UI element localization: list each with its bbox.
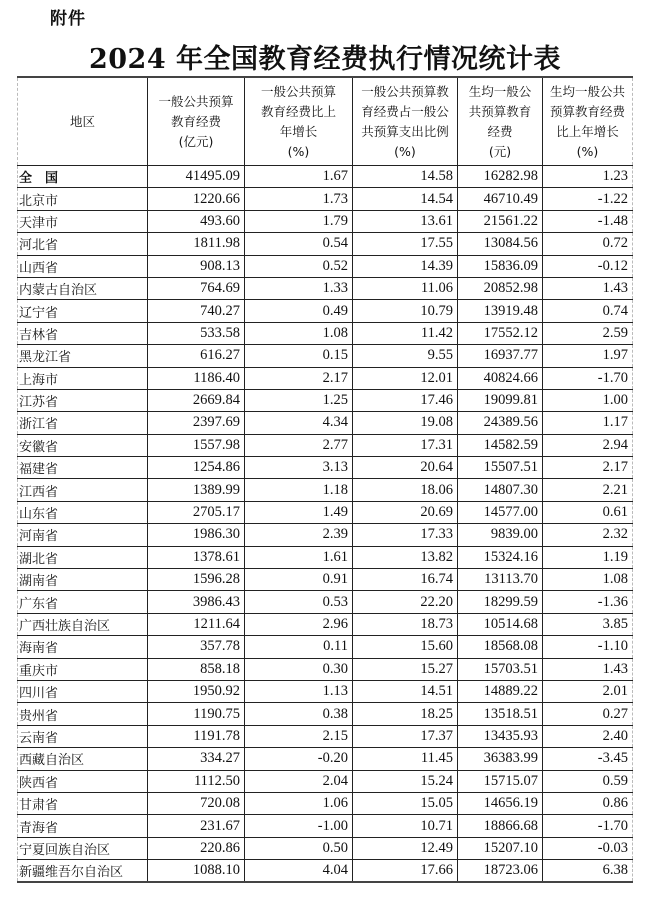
value-cell-budget-share: 14.54 bbox=[353, 188, 458, 210]
value-cell-budget-growth: 1.13 bbox=[245, 680, 353, 702]
value-cell-budget-share: 10.71 bbox=[353, 815, 458, 837]
region-cell: 辽宁省 bbox=[18, 300, 148, 322]
value-cell-budget-edu-funding: 764.69 bbox=[148, 277, 245, 299]
value-cell-budget-growth: 2.77 bbox=[245, 434, 353, 456]
table-body bbox=[18, 166, 633, 883]
value-cell-per-student-funding: 19099.81 bbox=[458, 389, 543, 411]
table-header bbox=[18, 77, 633, 166]
column-header-line: (元) bbox=[488, 143, 512, 159]
value-cell-budget-growth: 1.73 bbox=[245, 188, 353, 210]
attachment-label: 附件 bbox=[50, 9, 86, 29]
value-cell-budget-edu-funding: 357.78 bbox=[148, 636, 245, 658]
value-cell-budget-edu-funding: 1220.66 bbox=[148, 188, 245, 210]
header-row bbox=[18, 77, 633, 166]
value-cell-per-student-funding: 20852.98 bbox=[458, 277, 543, 299]
table-row bbox=[18, 501, 633, 523]
table-row bbox=[18, 412, 633, 434]
value-cell-budget-growth: 0.11 bbox=[245, 636, 353, 658]
value-cell-budget-share: 11.45 bbox=[353, 748, 458, 770]
value-cell-per-student-funding: 13435.93 bbox=[458, 725, 543, 747]
page-title: 2024 年全国教育经费执行情况统计表 bbox=[88, 44, 562, 75]
value-cell-budget-share: 18.06 bbox=[353, 479, 458, 501]
value-cell-budget-share: 13.61 bbox=[353, 210, 458, 232]
column-header-budget-growth bbox=[245, 77, 353, 166]
table-row bbox=[18, 703, 633, 725]
value-cell-per-student-funding: 18299.59 bbox=[458, 591, 543, 613]
column-header-line: 共预算支出比例 bbox=[361, 123, 449, 139]
value-cell-budget-share: 15.27 bbox=[353, 658, 458, 680]
table-row bbox=[18, 636, 633, 658]
region-cell: 海南省 bbox=[18, 636, 148, 658]
value-cell-budget-share: 18.25 bbox=[353, 703, 458, 725]
value-cell-budget-edu-funding: 533.58 bbox=[148, 322, 245, 344]
value-cell-budget-growth: 2.15 bbox=[245, 725, 353, 747]
value-cell-budget-share: 17.33 bbox=[353, 524, 458, 546]
value-cell-per-student-growth: -0.03 bbox=[543, 837, 633, 859]
column-header-per-student-growth bbox=[543, 77, 633, 166]
column-header-line: (%) bbox=[287, 143, 310, 159]
region-cell: 贵州省 bbox=[18, 703, 148, 725]
value-cell-budget-edu-funding: 1088.10 bbox=[148, 860, 245, 882]
value-cell-budget-edu-funding: 1811.98 bbox=[148, 233, 245, 255]
value-cell-budget-edu-funding: 720.08 bbox=[148, 792, 245, 814]
value-cell-budget-growth: 0.52 bbox=[245, 255, 353, 277]
column-header-line: (亿元) bbox=[178, 133, 214, 149]
value-cell-per-student-growth: -1.22 bbox=[543, 188, 633, 210]
value-cell-per-student-funding: 13084.56 bbox=[458, 233, 543, 255]
region-cell: 甘肃省 bbox=[18, 792, 148, 814]
value-cell-budget-share: 10.79 bbox=[353, 300, 458, 322]
region-cell: 宁夏回族自治区 bbox=[18, 837, 148, 859]
region-cell: 重庆市 bbox=[18, 658, 148, 680]
value-cell-per-student-funding: 17552.12 bbox=[458, 322, 543, 344]
value-cell-budget-growth: 2.17 bbox=[245, 367, 353, 389]
value-cell-budget-growth: 1.06 bbox=[245, 792, 353, 814]
value-cell-budget-growth: 3.13 bbox=[245, 457, 353, 479]
value-cell-budget-share: 11.06 bbox=[353, 277, 458, 299]
value-cell-per-student-funding: 14889.22 bbox=[458, 680, 543, 702]
value-cell-per-student-growth: 1.43 bbox=[543, 277, 633, 299]
value-cell-per-student-growth: 0.74 bbox=[543, 300, 633, 322]
education-funding-table bbox=[17, 76, 633, 883]
column-header-line: 生均一般公 bbox=[468, 83, 532, 99]
table-row bbox=[18, 479, 633, 501]
region-cell: 黑龙江省 bbox=[18, 345, 148, 367]
value-cell-budget-growth: 0.38 bbox=[245, 703, 353, 725]
value-cell-per-student-growth: 0.86 bbox=[543, 792, 633, 814]
value-cell-per-student-funding: 18866.68 bbox=[458, 815, 543, 837]
value-cell-per-student-growth: -1.10 bbox=[543, 636, 633, 658]
value-cell-budget-edu-funding: 493.60 bbox=[148, 210, 245, 232]
value-cell-budget-share: 9.55 bbox=[353, 345, 458, 367]
table-row bbox=[18, 210, 633, 232]
value-cell-per-student-funding: 14807.30 bbox=[458, 479, 543, 501]
table-row bbox=[18, 613, 633, 635]
value-cell-per-student-funding: 10514.68 bbox=[458, 613, 543, 635]
value-cell-budget-edu-funding: 41495.09 bbox=[148, 166, 245, 188]
column-header-line: 一般公共预算 bbox=[260, 83, 336, 99]
value-cell-budget-edu-funding: 1186.40 bbox=[148, 367, 245, 389]
value-cell-budget-share: 15.05 bbox=[353, 792, 458, 814]
value-cell-budget-growth: 1.08 bbox=[245, 322, 353, 344]
value-cell-budget-edu-funding: 231.67 bbox=[148, 815, 245, 837]
value-cell-per-student-funding: 36383.99 bbox=[458, 748, 543, 770]
value-cell-per-student-funding: 15836.09 bbox=[458, 255, 543, 277]
value-cell-per-student-funding: 21561.22 bbox=[458, 210, 543, 232]
value-cell-per-student-growth: -1.36 bbox=[543, 591, 633, 613]
table-row bbox=[18, 569, 633, 591]
value-cell-budget-edu-funding: 908.13 bbox=[148, 255, 245, 277]
value-cell-budget-share: 17.37 bbox=[353, 725, 458, 747]
column-header-line: 一般公共预算 bbox=[158, 93, 234, 109]
column-header-line: 共预算教育 bbox=[468, 103, 532, 119]
region-cell: 云南省 bbox=[18, 725, 148, 747]
value-cell-per-student-funding: 15715.07 bbox=[458, 770, 543, 792]
column-header-line: (%) bbox=[394, 143, 416, 159]
table-row bbox=[18, 658, 633, 680]
region-cell: 湖北省 bbox=[18, 546, 148, 568]
value-cell-budget-growth: 0.54 bbox=[245, 233, 353, 255]
region-cell: 浙江省 bbox=[18, 412, 148, 434]
column-header-per-student-funding bbox=[458, 77, 543, 166]
table-row bbox=[18, 255, 633, 277]
value-cell-budget-edu-funding: 616.27 bbox=[148, 345, 245, 367]
region-cell: 湖南省 bbox=[18, 569, 148, 591]
value-cell-budget-growth: 1.49 bbox=[245, 501, 353, 523]
region-cell: 北京市 bbox=[18, 188, 148, 210]
value-cell-per-student-growth: 1.17 bbox=[543, 412, 633, 434]
table-row bbox=[18, 815, 633, 837]
table-row bbox=[18, 770, 633, 792]
value-cell-budget-edu-funding: 1950.92 bbox=[148, 680, 245, 702]
value-cell-per-student-funding: 16282.98 bbox=[458, 166, 543, 188]
region-cell: 江苏省 bbox=[18, 389, 148, 411]
value-cell-per-student-growth: 6.38 bbox=[543, 860, 633, 882]
value-cell-per-student-growth: 0.72 bbox=[543, 233, 633, 255]
value-cell-budget-edu-funding: 1191.78 bbox=[148, 725, 245, 747]
region-cell: 江西省 bbox=[18, 479, 148, 501]
value-cell-budget-growth: 1.18 bbox=[245, 479, 353, 501]
table-row bbox=[18, 524, 633, 546]
region-cell: 上海市 bbox=[18, 367, 148, 389]
column-header-budget-share bbox=[353, 77, 458, 166]
value-cell-per-student-growth: 2.17 bbox=[543, 457, 633, 479]
table-row bbox=[18, 680, 633, 702]
region-cell: 广东省 bbox=[18, 591, 148, 613]
table-row bbox=[18, 389, 633, 411]
value-cell-budget-growth: 0.91 bbox=[245, 569, 353, 591]
value-cell-per-student-growth: 2.94 bbox=[543, 434, 633, 456]
value-cell-per-student-growth: 2.21 bbox=[543, 479, 633, 501]
value-cell-per-student-funding: 15207.10 bbox=[458, 837, 543, 859]
value-cell-budget-growth: 1.25 bbox=[245, 389, 353, 411]
value-cell-budget-growth: 2.96 bbox=[245, 613, 353, 635]
value-cell-per-student-growth: -0.12 bbox=[543, 255, 633, 277]
region-cell: 陕西省 bbox=[18, 770, 148, 792]
value-cell-budget-edu-funding: 2397.69 bbox=[148, 412, 245, 434]
value-cell-budget-edu-funding: 334.27 bbox=[148, 748, 245, 770]
table-row bbox=[18, 792, 633, 814]
value-cell-budget-growth: 1.61 bbox=[245, 546, 353, 568]
value-cell-budget-share: 20.64 bbox=[353, 457, 458, 479]
value-cell-budget-share: 20.69 bbox=[353, 501, 458, 523]
value-cell-budget-share: 12.49 bbox=[353, 837, 458, 859]
value-cell-budget-share: 14.51 bbox=[353, 680, 458, 702]
value-cell-budget-edu-funding: 1557.98 bbox=[148, 434, 245, 456]
column-header-line: 教育经费 bbox=[170, 113, 221, 129]
region-cell: 天津市 bbox=[18, 210, 148, 232]
value-cell-budget-growth: 0.30 bbox=[245, 658, 353, 680]
table-row bbox=[18, 591, 633, 613]
region-cell: 河南省 bbox=[18, 524, 148, 546]
value-cell-per-student-funding: 13919.48 bbox=[458, 300, 543, 322]
value-cell-per-student-growth: 1.19 bbox=[543, 546, 633, 568]
column-header-line: 一般公共预算教 bbox=[361, 83, 449, 99]
value-cell-per-student-growth: 0.27 bbox=[543, 703, 633, 725]
table-row bbox=[18, 457, 633, 479]
column-header-region bbox=[18, 77, 148, 166]
region-cell: 四川省 bbox=[18, 680, 148, 702]
value-cell-budget-share: 17.66 bbox=[353, 860, 458, 882]
column-header-budget-edu-funding bbox=[148, 77, 245, 166]
column-header-line: 经费 bbox=[487, 123, 513, 139]
table-row bbox=[18, 725, 633, 747]
value-cell-budget-share: 16.74 bbox=[353, 569, 458, 591]
table-row bbox=[18, 860, 633, 882]
value-cell-per-student-funding: 13113.70 bbox=[458, 569, 543, 591]
value-cell-per-student-growth: 2.59 bbox=[543, 322, 633, 344]
value-cell-budget-growth: 0.53 bbox=[245, 591, 353, 613]
value-cell-per-student-funding: 14577.00 bbox=[458, 501, 543, 523]
region-cell: 河北省 bbox=[18, 233, 148, 255]
value-cell-budget-edu-funding: 1389.99 bbox=[148, 479, 245, 501]
region-cell: 福建省 bbox=[18, 457, 148, 479]
value-cell-per-student-growth: 1.00 bbox=[543, 389, 633, 411]
table-row bbox=[18, 166, 633, 188]
value-cell-per-student-growth: 1.08 bbox=[543, 569, 633, 591]
value-cell-per-student-growth: 1.97 bbox=[543, 345, 633, 367]
value-cell-budget-share: 22.20 bbox=[353, 591, 458, 613]
value-cell-budget-growth: 1.79 bbox=[245, 210, 353, 232]
value-cell-budget-edu-funding: 1190.75 bbox=[148, 703, 245, 725]
region-cell: 山东省 bbox=[18, 501, 148, 523]
value-cell-budget-edu-funding: 2669.84 bbox=[148, 389, 245, 411]
value-cell-budget-edu-funding: 1986.30 bbox=[148, 524, 245, 546]
value-cell-budget-edu-funding: 1211.64 bbox=[148, 613, 245, 635]
value-cell-budget-edu-funding: 220.86 bbox=[148, 837, 245, 859]
table-row bbox=[18, 367, 633, 389]
value-cell-budget-growth: 2.39 bbox=[245, 524, 353, 546]
value-cell-per-student-growth: 2.32 bbox=[543, 524, 633, 546]
region-cell: 内蒙古自治区 bbox=[18, 277, 148, 299]
region-cell: 吉林省 bbox=[18, 322, 148, 344]
column-header-line: (%) bbox=[576, 143, 599, 159]
table-row bbox=[18, 277, 633, 299]
value-cell-budget-edu-funding: 1378.61 bbox=[148, 546, 245, 568]
column-header-line: 育经费占一般公 bbox=[361, 103, 449, 119]
table-row bbox=[18, 434, 633, 456]
table-row bbox=[18, 345, 633, 367]
value-cell-per-student-funding: 15703.51 bbox=[458, 658, 543, 680]
value-cell-budget-share: 12.01 bbox=[353, 367, 458, 389]
column-header-line: 教育经费比上 bbox=[260, 103, 336, 119]
value-cell-per-student-growth: 2.01 bbox=[543, 680, 633, 702]
column-header-line: 年增长 bbox=[279, 123, 318, 139]
table-row bbox=[18, 188, 633, 210]
column-header-line: 预算教育经费 bbox=[549, 103, 625, 119]
region-cell: 山西省 bbox=[18, 255, 148, 277]
region-cell: 安徽省 bbox=[18, 434, 148, 456]
value-cell-per-student-funding: 14582.59 bbox=[458, 434, 543, 456]
region-cell: 新疆维吾尔自治区 bbox=[18, 860, 148, 882]
value-cell-budget-growth: 4.04 bbox=[245, 860, 353, 882]
value-cell-per-student-growth: 1.23 bbox=[543, 166, 633, 188]
value-cell-budget-growth: 1.33 bbox=[245, 277, 353, 299]
value-cell-budget-growth: 0.50 bbox=[245, 837, 353, 859]
value-cell-budget-share: 18.73 bbox=[353, 613, 458, 635]
table-row bbox=[18, 233, 633, 255]
value-cell-budget-share: 17.46 bbox=[353, 389, 458, 411]
value-cell-per-student-funding: 15324.16 bbox=[458, 546, 543, 568]
value-cell-budget-edu-funding: 740.27 bbox=[148, 300, 245, 322]
table-row bbox=[18, 546, 633, 568]
region-cell: 全 国 bbox=[18, 166, 148, 188]
value-cell-per-student-funding: 46710.49 bbox=[458, 188, 543, 210]
value-cell-budget-growth: 0.15 bbox=[245, 345, 353, 367]
value-cell-budget-growth: 0.49 bbox=[245, 300, 353, 322]
value-cell-per-student-funding: 40824.66 bbox=[458, 367, 543, 389]
value-cell-budget-growth: -0.20 bbox=[245, 748, 353, 770]
value-cell-per-student-funding: 13518.51 bbox=[458, 703, 543, 725]
value-cell-per-student-growth: 0.59 bbox=[543, 770, 633, 792]
value-cell-budget-growth: 1.67 bbox=[245, 166, 353, 188]
value-cell-per-student-funding: 18723.06 bbox=[458, 860, 543, 882]
value-cell-budget-share: 19.08 bbox=[353, 412, 458, 434]
value-cell-budget-growth: 4.34 bbox=[245, 412, 353, 434]
value-cell-per-student-funding: 15507.51 bbox=[458, 457, 543, 479]
value-cell-budget-edu-funding: 2705.17 bbox=[148, 501, 245, 523]
value-cell-budget-share: 17.55 bbox=[353, 233, 458, 255]
table-row bbox=[18, 322, 633, 344]
value-cell-budget-growth: -1.00 bbox=[245, 815, 353, 837]
table-row bbox=[18, 748, 633, 770]
region-cell: 广西壮族自治区 bbox=[18, 613, 148, 635]
value-cell-per-student-funding: 16937.77 bbox=[458, 345, 543, 367]
column-header-line: 比上年增长 bbox=[556, 123, 619, 139]
column-header-line: 地区 bbox=[69, 113, 95, 129]
value-cell-per-student-funding: 14656.19 bbox=[458, 792, 543, 814]
value-cell-per-student-growth: 3.85 bbox=[543, 613, 633, 635]
value-cell-budget-share: 14.58 bbox=[353, 166, 458, 188]
column-header-line: 生均一般公共 bbox=[549, 83, 625, 99]
value-cell-per-student-growth: 0.61 bbox=[543, 501, 633, 523]
value-cell-budget-edu-funding: 858.18 bbox=[148, 658, 245, 680]
table-row bbox=[18, 300, 633, 322]
region-cell: 青海省 bbox=[18, 815, 148, 837]
value-cell-per-student-funding: 9839.00 bbox=[458, 524, 543, 546]
value-cell-budget-edu-funding: 3986.43 bbox=[148, 591, 245, 613]
table-row bbox=[18, 837, 633, 859]
value-cell-per-student-funding: 24389.56 bbox=[458, 412, 543, 434]
value-cell-per-student-funding: 18568.08 bbox=[458, 636, 543, 658]
value-cell-per-student-growth: 1.43 bbox=[543, 658, 633, 680]
region-cell: 西藏自治区 bbox=[18, 748, 148, 770]
value-cell-budget-share: 14.39 bbox=[353, 255, 458, 277]
value-cell-per-student-growth: -1.70 bbox=[543, 815, 633, 837]
value-cell-per-student-growth: 2.40 bbox=[543, 725, 633, 747]
value-cell-per-student-growth: -1.48 bbox=[543, 210, 633, 232]
value-cell-per-student-growth: -3.45 bbox=[543, 748, 633, 770]
value-cell-budget-share: 17.31 bbox=[353, 434, 458, 456]
value-cell-budget-edu-funding: 1254.86 bbox=[148, 457, 245, 479]
value-cell-budget-edu-funding: 1112.50 bbox=[148, 770, 245, 792]
value-cell-budget-edu-funding: 1596.28 bbox=[148, 569, 245, 591]
value-cell-budget-growth: 2.04 bbox=[245, 770, 353, 792]
value-cell-budget-share: 15.60 bbox=[353, 636, 458, 658]
value-cell-budget-share: 13.82 bbox=[353, 546, 458, 568]
value-cell-per-student-growth: -1.70 bbox=[543, 367, 633, 389]
value-cell-budget-share: 11.42 bbox=[353, 322, 458, 344]
value-cell-budget-share: 15.24 bbox=[353, 770, 458, 792]
